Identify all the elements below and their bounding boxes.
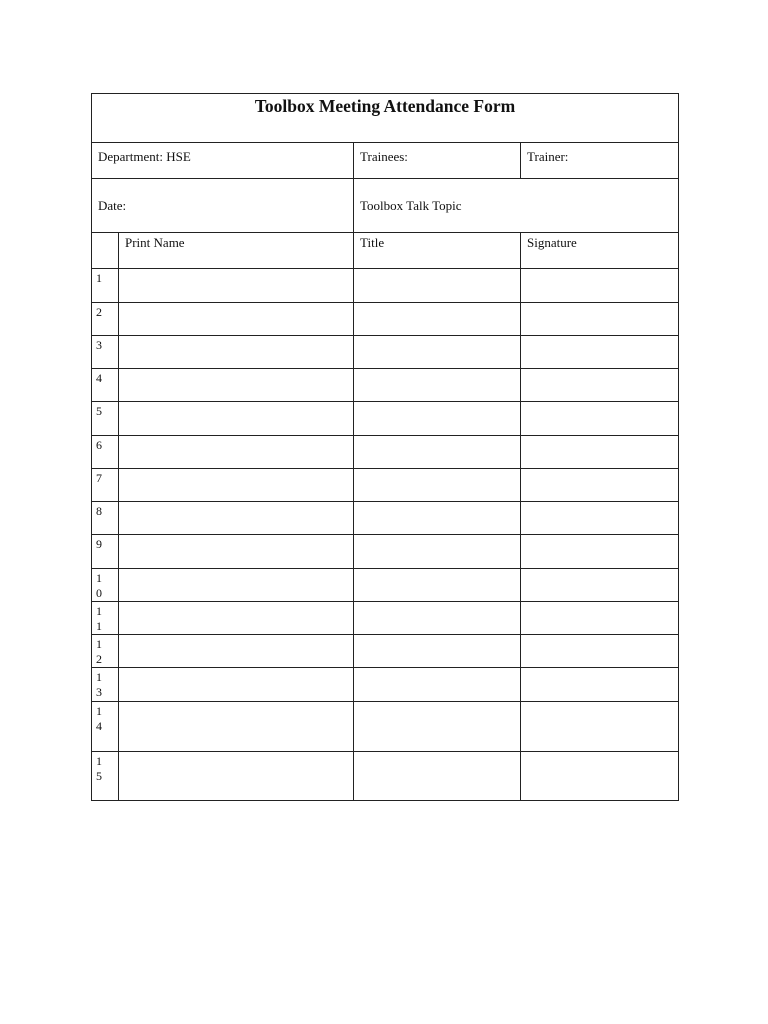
title-cell[interactable] — [354, 569, 521, 602]
signature-cell[interactable] — [521, 402, 679, 436]
row-number-cell — [92, 303, 119, 336]
header-number-cell — [92, 233, 119, 269]
title-cell[interactable] — [354, 436, 521, 469]
row-number-cell — [92, 602, 119, 635]
row-number-cell — [92, 336, 119, 369]
row-number-cell — [92, 569, 119, 602]
form-title: Toolbox Meeting Attendance Form — [92, 94, 679, 143]
row-number: 13 — [96, 670, 102, 699]
signature-cell[interactable] — [521, 635, 679, 668]
signature-cell[interactable] — [521, 436, 679, 469]
table-row — [92, 569, 679, 602]
print-name-cell[interactable] — [119, 602, 354, 635]
header-print-name: Print Name — [119, 233, 354, 269]
print-name-cell[interactable] — [119, 502, 354, 535]
signature-cell[interactable] — [521, 668, 679, 702]
row-number-cell — [92, 702, 119, 752]
title-cell[interactable] — [354, 535, 521, 569]
table-row — [92, 336, 679, 369]
row-number: 9 — [96, 537, 102, 551]
title-cell[interactable] — [354, 269, 521, 303]
print-name-cell[interactable] — [119, 303, 354, 336]
row-number: 1 — [96, 271, 102, 285]
row-number-cell — [92, 535, 119, 569]
department-field[interactable]: Department: HSE — [92, 143, 354, 179]
row-number: 7 — [96, 471, 102, 485]
date-field[interactable]: Date: — [92, 179, 354, 233]
table-row — [92, 668, 679, 702]
print-name-cell[interactable] — [119, 668, 354, 702]
row-number: 14 — [96, 704, 102, 733]
row-number: 6 — [96, 438, 102, 452]
row-number: 15 — [96, 754, 102, 783]
title-cell[interactable] — [354, 336, 521, 369]
table-row — [92, 602, 679, 635]
department-row — [92, 143, 679, 179]
topic-field[interactable]: Toolbox Talk Topic — [354, 179, 679, 233]
table-row — [92, 469, 679, 502]
row-number-cell — [92, 668, 119, 702]
table-row — [92, 303, 679, 336]
table-row — [92, 635, 679, 668]
trainees-field[interactable]: Trainees: — [354, 143, 521, 179]
title-cell[interactable] — [354, 635, 521, 668]
row-number-cell — [92, 502, 119, 535]
signature-cell[interactable] — [521, 569, 679, 602]
table-row — [92, 369, 679, 402]
print-name-cell[interactable] — [119, 269, 354, 303]
table-row — [92, 269, 679, 303]
print-name-cell[interactable] — [119, 402, 354, 436]
title-cell[interactable] — [354, 402, 521, 436]
print-name-cell[interactable] — [119, 336, 354, 369]
signature-cell[interactable] — [521, 336, 679, 369]
row-number-cell — [92, 635, 119, 668]
signature-cell[interactable] — [521, 303, 679, 336]
form-title-row — [92, 94, 679, 143]
title-cell[interactable] — [354, 469, 521, 502]
print-name-cell[interactable] — [119, 436, 354, 469]
print-name-cell[interactable] — [119, 535, 354, 569]
print-name-cell[interactable] — [119, 752, 354, 801]
title-cell[interactable] — [354, 668, 521, 702]
print-name-cell[interactable] — [119, 635, 354, 668]
signature-cell[interactable] — [521, 702, 679, 752]
print-name-cell[interactable] — [119, 369, 354, 402]
table-row — [92, 502, 679, 535]
header-signature: Signature — [521, 233, 679, 269]
row-number: 8 — [96, 504, 102, 518]
title-cell[interactable] — [354, 702, 521, 752]
row-number: 11 — [96, 604, 102, 633]
print-name-cell[interactable] — [119, 569, 354, 602]
signature-cell[interactable] — [521, 752, 679, 801]
title-cell[interactable] — [354, 502, 521, 535]
title-cell[interactable] — [354, 752, 521, 801]
table-row — [92, 702, 679, 752]
table-row — [92, 436, 679, 469]
table-row — [92, 402, 679, 436]
print-name-cell[interactable] — [119, 469, 354, 502]
signature-cell[interactable] — [521, 535, 679, 569]
title-cell[interactable] — [354, 369, 521, 402]
signature-cell[interactable] — [521, 469, 679, 502]
signature-cell[interactable] — [521, 502, 679, 535]
row-number-cell — [92, 752, 119, 801]
row-number-cell — [92, 436, 119, 469]
print-name-cell[interactable] — [119, 702, 354, 752]
date-topic-row — [92, 179, 679, 233]
table-row — [92, 752, 679, 801]
row-number: 10 — [96, 571, 102, 600]
row-number-cell — [92, 369, 119, 402]
header-title: Title — [354, 233, 521, 269]
row-number: 12 — [96, 637, 102, 666]
title-cell[interactable] — [354, 303, 521, 336]
row-number: 4 — [96, 371, 102, 385]
row-number: 5 — [96, 404, 102, 418]
title-cell[interactable] — [354, 602, 521, 635]
attendance-form-table — [91, 93, 679, 801]
row-number: 3 — [96, 338, 102, 352]
row-number-cell — [92, 402, 119, 436]
signature-cell[interactable] — [521, 269, 679, 303]
signature-cell[interactable] — [521, 369, 679, 402]
row-number-cell — [92, 269, 119, 303]
signature-cell[interactable] — [521, 602, 679, 635]
row-number: 2 — [96, 305, 102, 319]
row-number-cell — [92, 469, 119, 502]
trainer-field[interactable]: Trainer: — [521, 143, 679, 179]
table-row — [92, 535, 679, 569]
column-header-row — [92, 233, 679, 269]
